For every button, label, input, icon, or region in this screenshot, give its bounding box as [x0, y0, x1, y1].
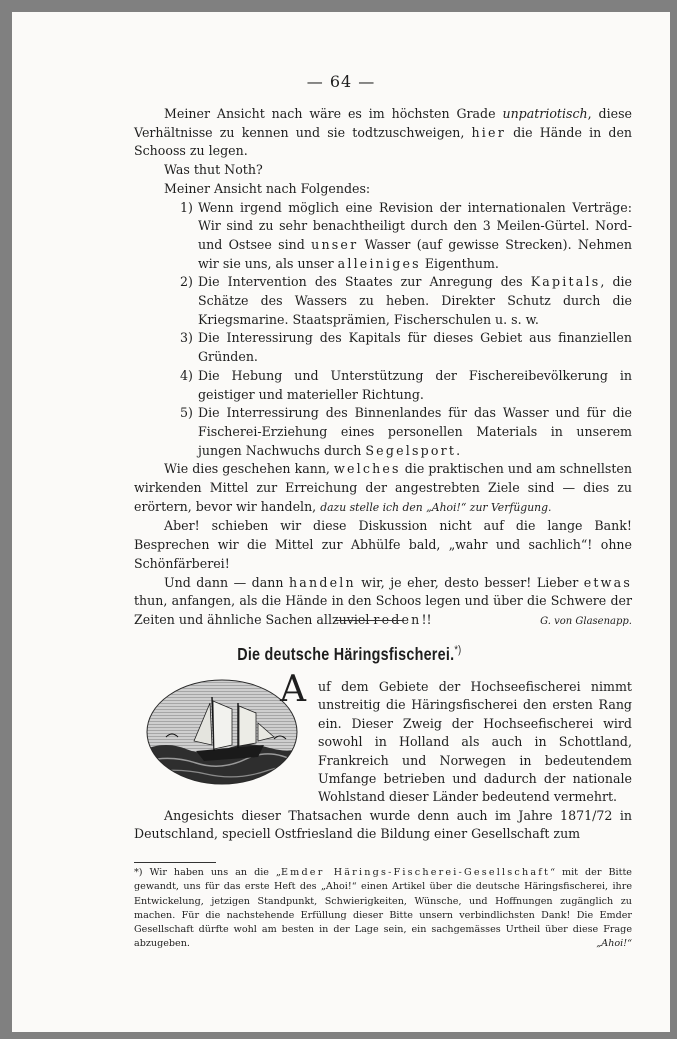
footnote-text: *) Wir haben uns an die „Emder Härings-Fischerei-Gesellschaft“ mit der Bitte gewandt, uns für das erste Heft des „Ahoi!“ einen Artikel über die deutsche Häringsfischerei, ihre Entwickelung, jetzigen Standpunkt, Schwierigkeiten, Wünsche, und Hoffnungen zugänglich zu machen. Für die nachstehende Erfüllung dieser Bitte unsern verbindlichsten Dank! Die Emder Gesellschaft dürfte wohl am besten in der Lage sein, ein sachgemässes Urtheil über diese Frage abzugeben. „Ahoi!“ [134, 866, 632, 952]
sailing-ship-vignette [146, 679, 298, 785]
intro-line: Meiner Ansicht nach Folgendes: [164, 180, 371, 196]
book-page [12, 12, 670, 1032]
paragraph-dann: Und dann — dann handeln wir, je eher, desto besser! Lieber etwas thun, anfangen, als die Hände in den Schoos legen und über die Schwere der Zeiten und ähnliche Sachen allzuviel reden!! G. von Glasenapp. [134, 574, 632, 630]
page-number: — 64 — [306, 72, 376, 91]
question-line: Was thut Noth? [164, 162, 263, 178]
article-opening [318, 678, 632, 807]
list-item-2: 2) Die Intervention des Staates zur Anregung des Kapitals, die Schätze des Wassers zu heben. Direkter Schutz durch die Kriegsmarine. Staatsprämien, Fischerschulen u. s. w. [180, 274, 632, 327]
paragraph-aber: Aber! schieben wir diese Diskussion nicht auf die lange Bank! Besprechen wir die Mittel zur Abhülfe bald, „wahr und sachlich“! ohne Schönfärberei! [134, 518, 632, 571]
paragraph-wie: Wie dies geschehen kann, welches die praktischen und am schnellsten wirkenden Mittel zur Erreichung der angestrebten Ziele sind — dies zu erörtern, bevor wir handeln, dazu stelle ich den „Ahoi!“ zur Verfügung. [134, 461, 632, 514]
emphasis-unpatriotisch: unpatriotisch [502, 106, 588, 121]
list-item-1: 1) Wenn irgend möglich eine Revision der internationalen Verträge: Wir sind zu sehr benachtheiligt durch den 3 Meilen-Gürtel. Nord- und Ostsee sind unser Wasser (auf gewisse Strecken). Nehmen wir sie uns, als unser alleiniges Eigenthum. [180, 199, 632, 271]
list-item-3: 3) Die Interessirung des Kapitals für dieses Gebiet aus finanziellen Gründen. [180, 330, 632, 365]
article-heading: Die deutsche Häringsfischerei.*) [237, 644, 462, 664]
footnote-marker: *) [454, 644, 462, 657]
paragraph-opinion: Meiner Ansicht nach wäre es im höchsten Grade unpatriotisch, diese Verhältnisse zu kennen und sie todtzuschweigen, hier die Hände in den Schooss zu legen. [134, 106, 633, 159]
list-item-5: 5) Die Interressirung des Binnenlandes für das Wasser und für die Fischerei-Erziehung eines personellen Materials in unserem jungen Nachwuchs durch Segelsport. [180, 405, 632, 458]
footnote [134, 866, 632, 952]
footnote-divider [134, 862, 216, 863]
essay-body [134, 105, 632, 632]
drop-cap-initial: A [280, 669, 306, 710]
list-item-4: 4) Die Hebung und Unterstützung der Fischereibevölkerung in geistiger und materieller Richtung. [180, 367, 632, 402]
footnote-signature: „Ahoi!“ [596, 938, 632, 950]
article-paragraph-1: uf dem Gebiete der Hochseefischerei nimmt unstreitig die Häringsfischerei den ersten Rang ein. Dieser Zweig der Hochseefischerei wird sowohl in Holland als auch in Schottland, Frankreich und Norwegen in bedeutendem Umfange betrieben und dadurch der nationale Wohlstand dieser Länder bedeutend vermehrt. [318, 679, 632, 805]
ahoi-offer-italic: dazu stelle ich den „Ahoi!“ zur Verfügung. [320, 500, 552, 514]
article-paragraph-2: Angesichts dieser Thatsachen wurde denn auch im Jahre 1871/72 in Deutschland, speciell Ostfriesland die Bildung einer Gesellschaft zum [134, 808, 632, 842]
section-divider [336, 620, 404, 621]
author-signature: G. von Glasenapp. [540, 615, 632, 627]
article-continued [134, 807, 632, 844]
